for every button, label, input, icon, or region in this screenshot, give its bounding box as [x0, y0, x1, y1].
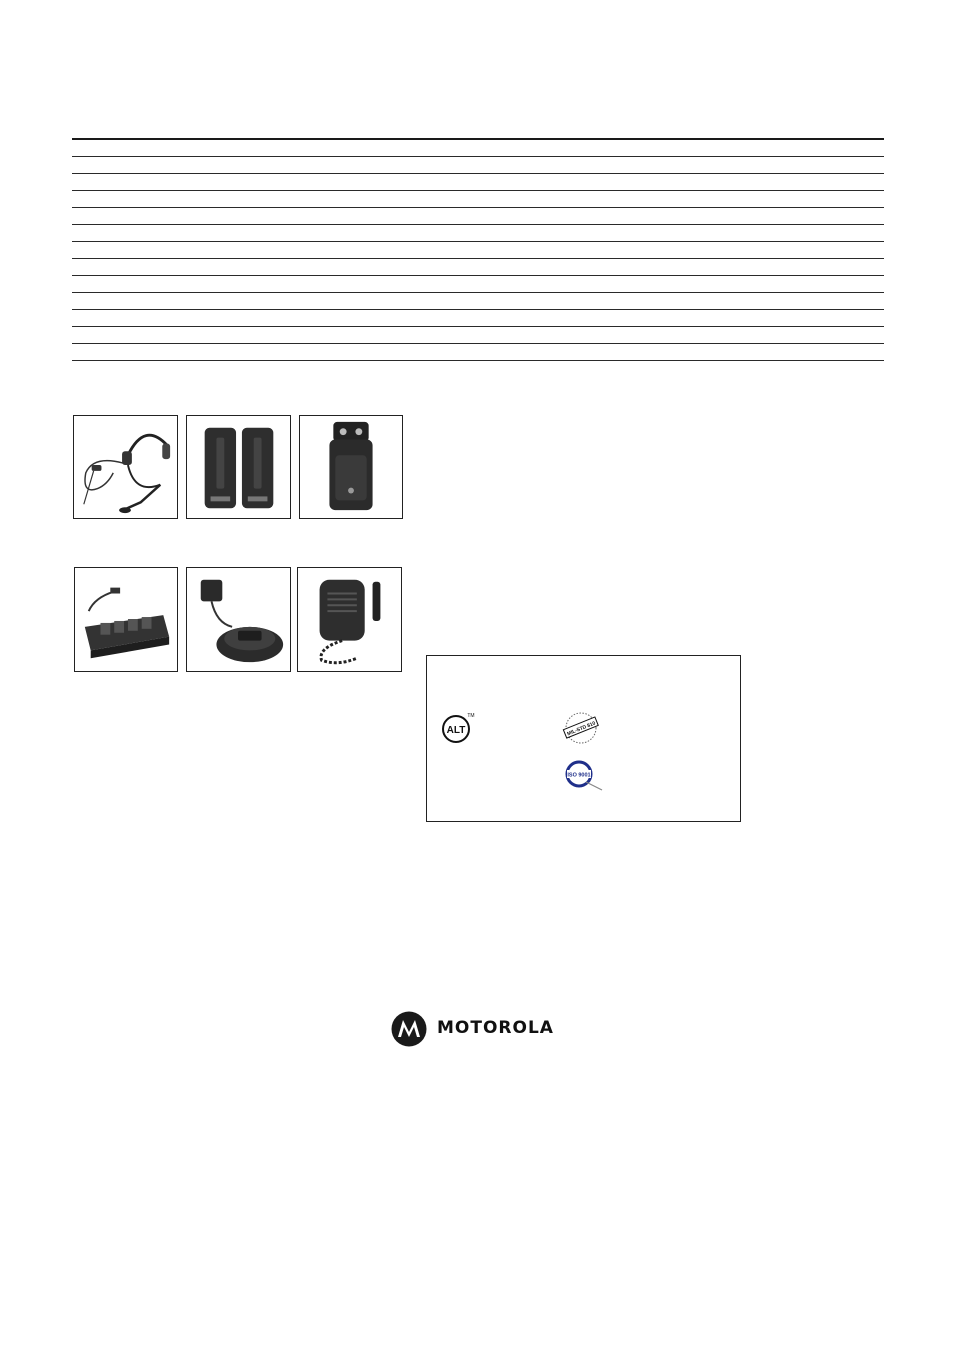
- accessory-carry-case-photo: [299, 415, 403, 519]
- spec-table-row: [72, 259, 884, 276]
- spec-table-row: [72, 157, 884, 174]
- iso-logo-text: ISO 9001: [567, 772, 591, 779]
- multi-unit-charger-photo-icon: [75, 568, 177, 671]
- spec-table-row: [72, 140, 884, 157]
- single-unit-charger-photo-icon: [187, 568, 290, 671]
- spec-table-row: [72, 327, 884, 344]
- spec-table-rows: [72, 140, 884, 361]
- accessory-multi-charger-photo: [74, 567, 178, 672]
- headset-photo-icon: [74, 416, 177, 518]
- leather-carry-case-photo-icon: [300, 416, 402, 518]
- spec-table: [72, 138, 884, 361]
- accessory-batteries-photo: [186, 415, 291, 519]
- spec-table-row: [72, 276, 884, 293]
- accessory-headset-photo: [73, 415, 178, 519]
- spec-table-row: [72, 191, 884, 208]
- spec-table-row: [72, 225, 884, 242]
- alt-logo-text: ALT: [446, 725, 466, 736]
- spec-table-row: [72, 293, 884, 310]
- mil-std-stamp-icon: [561, 710, 601, 746]
- spec-table-row: [72, 242, 884, 259]
- spec-table-row: [72, 310, 884, 327]
- brand-name: MOTOROLA: [437, 1018, 554, 1038]
- motorola-brand: [391, 1011, 591, 1051]
- spec-table-row: [72, 174, 884, 191]
- remote-speaker-microphone-photo-icon: [298, 568, 401, 671]
- spec-table-row: [72, 344, 884, 361]
- accessory-single-charger-photo: [186, 567, 291, 672]
- alt-logo-icon: [441, 710, 475, 744]
- spec-table-row: [72, 208, 884, 225]
- alt-logo-tm: TM: [467, 713, 475, 719]
- iso-quality-logo-icon: [564, 760, 604, 792]
- certification-box: [426, 655, 741, 822]
- mil-std-text: MIL-STD 810: [566, 720, 597, 738]
- motorola-batwing-logo-icon: [391, 1011, 427, 1047]
- battery-packs-photo-icon: [187, 416, 290, 518]
- accessory-speaker-mic-photo: [297, 567, 402, 672]
